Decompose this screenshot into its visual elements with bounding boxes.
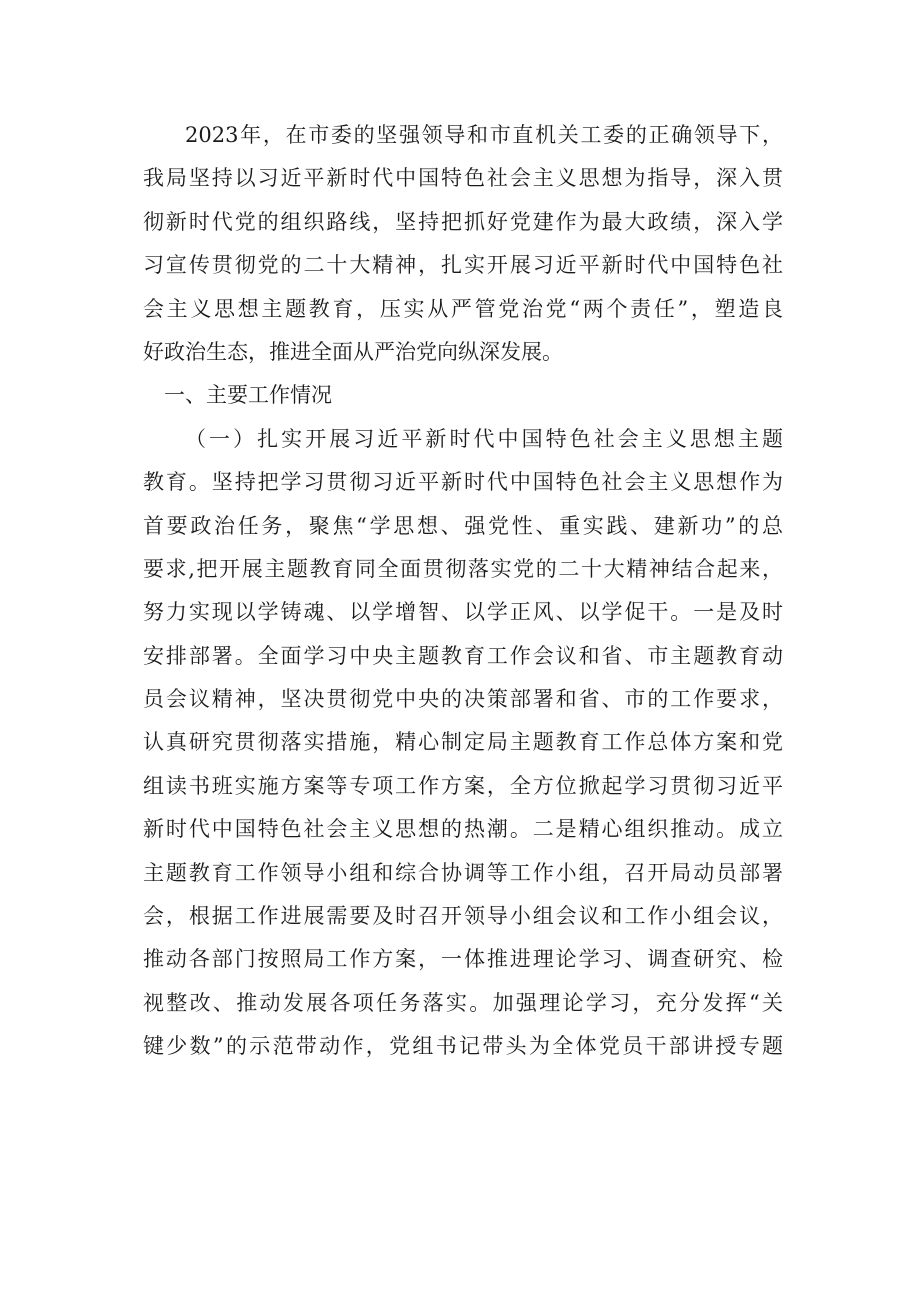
paragraph-2-line: 员会议精神，坚决贯彻党中央的决策部署和省、市的工作要求， bbox=[143, 687, 783, 712]
paragraph-1-line: 会主义思想主题教育，压实从严管党治党“两个责任”，塑造良 bbox=[143, 296, 783, 321]
paragraph-2-line: 认真研究贯彻落实措施，精心制定局主题教育工作总体方案和党 bbox=[143, 730, 783, 755]
paragraph-2-line: （一）扎实开展习近平新时代中国特色社会主义思想主题 bbox=[185, 426, 783, 451]
paragraph-2-line: 教育。坚持把学习贯彻习近平新时代中国特色社会主义思想作为 bbox=[143, 470, 783, 495]
paragraph-2-line: 组读书班实施方案等专项工作方案，全方位掀起学习贯彻习近平 bbox=[143, 773, 783, 798]
document-body bbox=[143, 114, 783, 1069]
paragraph-2-line: 会，根据工作进展需要及时召开领导小组会议和工作小组会议， bbox=[143, 904, 783, 929]
paragraph-1-line: 好政治生态，推进全面从严治党向纵深发展。 bbox=[143, 339, 563, 364]
paragraph-2-line: 努力实现以学铸魂、以学增智、以学正风、以学促干。一是及时 bbox=[143, 600, 783, 625]
paragraph-2-line: 视整改、推动发展各项任务落实。加强理论学习，充分发挥“关 bbox=[143, 990, 783, 1015]
paragraph-1-line: 我局坚持以习近平新时代中国特色社会主义思想为指导，深入贯 bbox=[143, 166, 783, 191]
paragraph-2-line: 安排部署。全面学习中央主题教育工作会议和省、市主题教育动 bbox=[143, 643, 783, 668]
paragraph-1-line: 2023年，在市委的坚强领导和市直机关工委的正确领导下， bbox=[185, 123, 783, 147]
paragraph-1-line: 彻新时代党的组织路线，坚持把抓好党建作为最大政绩，深入学 bbox=[143, 209, 783, 234]
paragraph-2-line: 新时代中国特色社会主义思想的热潮。二是精心组织推动。成立 bbox=[143, 817, 783, 842]
section-heading: 一、主要工作情况 bbox=[164, 383, 332, 408]
paragraph-2-line: 键少数”的示范带动作，党组书记带头为全体党员干部讲授专题 bbox=[143, 1034, 783, 1059]
paragraph-1-line: 习宣传贯彻党的二十大精神，扎实开展习近平新时代中国特色社 bbox=[143, 253, 783, 278]
paragraph-2-line: 推动各部门按照局工作方案，一体推进理论学习、调查研究、检 bbox=[143, 947, 783, 972]
paragraph-2-line: 首要政治任务，聚焦“学思想、强党性、重实践、建新功”的总 bbox=[143, 513, 783, 538]
paragraph-2-line: 要求,把开展主题教育同全面贯彻落实党的二十大精神结合起来， bbox=[143, 556, 783, 581]
paragraph-2-line: 主题教育工作领导小组和综合协调等工作小组，召开局动员部署 bbox=[143, 860, 783, 885]
